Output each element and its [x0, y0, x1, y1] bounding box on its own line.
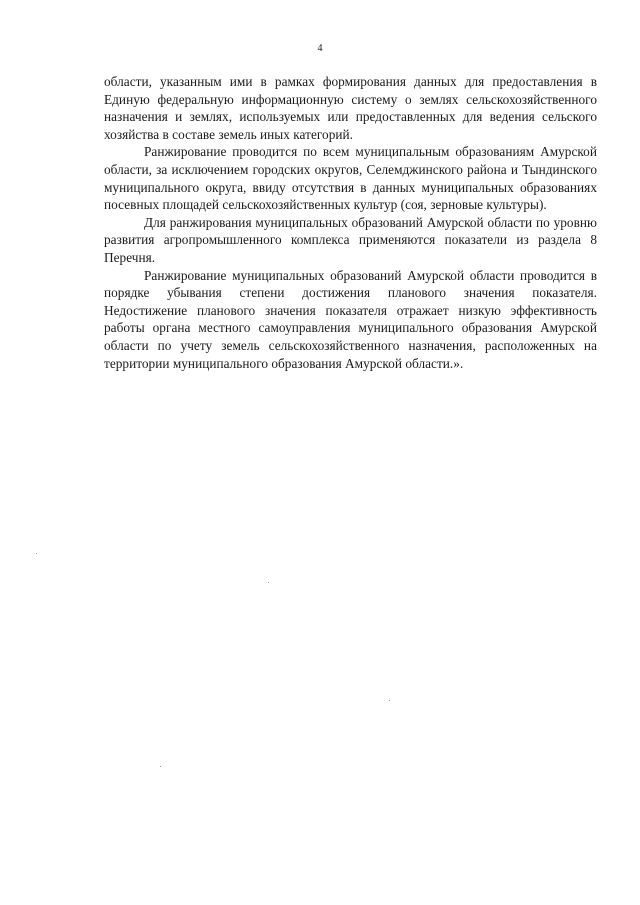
- paragraph-ranking-indicators: Для ранжирования муниципальных образований Амурской области по уровню развития агропромышленного комплекса применяются показатели из раздела 8 Перечня.: [104, 214, 597, 265]
- paragraph-continuation: области, указанным ими в рамках формирования данных для предоставления в Единую федеральную информационную систему о землях сельскохозяйственного назначения и землях, используемых или предоставленных для ведения сельского хозяйства в составе земель иных категорий.: [104, 74, 597, 142]
- paragraph-ranking-scope: Ранжирование проводится по всем муниципальным образованиям Амурской области, за исключением городских округов, Селемджинского района и Тындинского муниципального округа, ввиду отсутствия в данных муниципальных образованиях посевных площадей сельскохозяйственных культур (соя, зерновые культуры).: [104, 144, 597, 213]
- page-number: 4: [317, 43, 323, 54]
- scan-speck: [160, 766, 161, 767]
- scan-speck: [36, 553, 37, 554]
- scan-speck: [389, 700, 390, 701]
- scan-speck: [268, 582, 269, 583]
- document-body: [104, 73, 597, 372]
- paragraph-ranking-order: Ранжирование муниципальных образований Амурской области проводится в порядке убывания степени достижения планового значения показателя. Недостижение планового значения показателя отражает низкую эффективность работы органа местного самоуправления муниципального образования Амурской области по учету земель сельскохозяйственного назначения, расположенных на территории муниципального образования Амурской области.».: [104, 267, 597, 371]
